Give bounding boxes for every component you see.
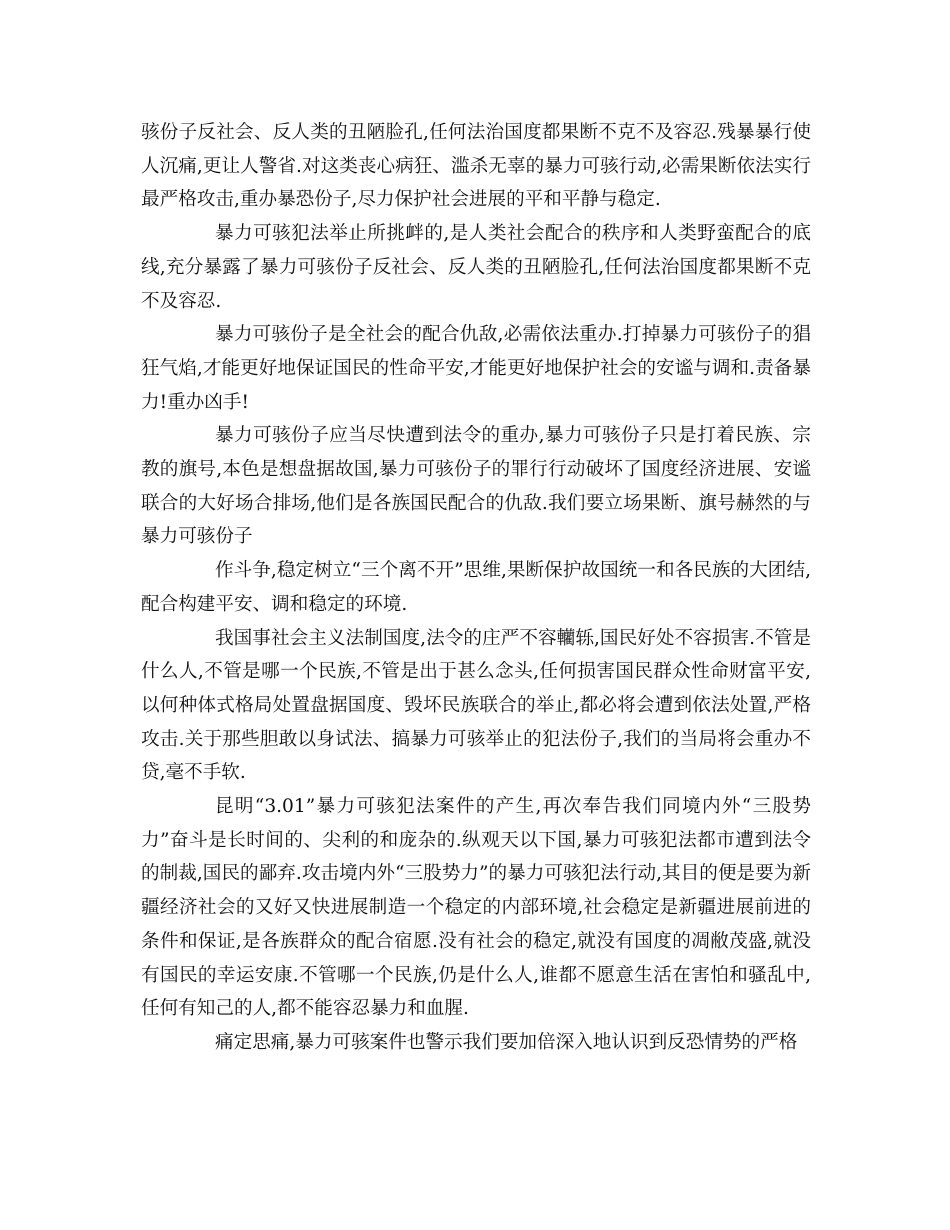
paragraph-2: 暴力可骇犯法举止所挑衅的,是人类社会配合的秩序和人类野蛮配合的底线,充分暴露了暴力可骇份子反社会、反人类的丑陋脸孔,任何法治国度都果断不克不及容忍. <box>141 223 811 312</box>
paragraph-3: 暴力可骇份子是全社会的配合仇敌,必需依法重办.打掉暴力可骇份子的猖狂气焰,才能更好地保证国民的性命平安,才能更好地保护社会的安谧与调和.责备暴力!重办凶手! <box>141 324 811 413</box>
paragraph-1: 骇份子反社会、反人类的丑陋脸孔,任何法治国度都果断不克不及容忍.残暴暴行使人沉痛,更让人警省.对这类丧心病狂、滥杀无辜的暴力可骇行动,必需果断依法实行最严格攻击,重办暴恐份子,尽力保护社会进展的平和平静与稳定. <box>141 122 811 211</box>
paragraph-8: 痛定思痛,暴力可骇案件也警示我们要加倍深入地认识到反恐情势的严格 <box>215 1031 798 1053</box>
paragraph-4: 暴力可骇份子应当尽快遭到法令的重办,暴力可骇份子只是打着民族、宗教的旗号,本色是想盘据故国,暴力可骇份子的罪行行动破坏了国度经济进展、安谧联合的大好场合排场,他们是各族国民配合的仇敌.我们要立场果断、旗号赫然的与暴力可骇份子 <box>141 425 811 548</box>
paragraph-7: 昆明“3.01”暴力可骇犯法案件的产生,再次奉告我们同境内外“三股势力”奋斗是长时间的、尖利的和庞杂的.纵观天以下国,暴力可骇犯法都市遭到法令的制裁,国民的鄙弃.攻击境内外“三股势力”的暴力可骇犯法行动,其目的便是要为新疆经济社会的又好又快进展制造一个稳定的内部环境,社会稳定是新疆进展前进的条件和保证,是各族群众的配合宿愿.没有社会的稳定,就没有国度的凋敝茂盛,就没有国民的幸运安康.不管哪一个民族,仍是什么人,谁都不愿意生活在害怕和骚乱中,任何有知己的人,都不能容忍暴力和血腥. <box>141 796 811 1020</box>
document-body <box>141 116 811 1060</box>
paragraph-6: 我国事社会主义法制国度,法令的庄严不容轥轹,国民好处不容损害.不管是什么人,不管是哪一个民族,不管是出于甚么念头,任何损害国民群众性命财富平安,以何种体式格局处置盘据国度、毁坏民族联合的举止,都必将会遭到依法处置,严格攻击.关于那些胆敢以身试法、搞暴力可骇举止的犯法份子,我们的当局将会重办不贷,毫不手软. <box>141 627 811 784</box>
paragraph-5: 作斗争,稳定树立“三个离不开”思维,果断保护故国统一和各民族的大团结,配合构建平安、调和稳定的环境. <box>141 560 811 615</box>
